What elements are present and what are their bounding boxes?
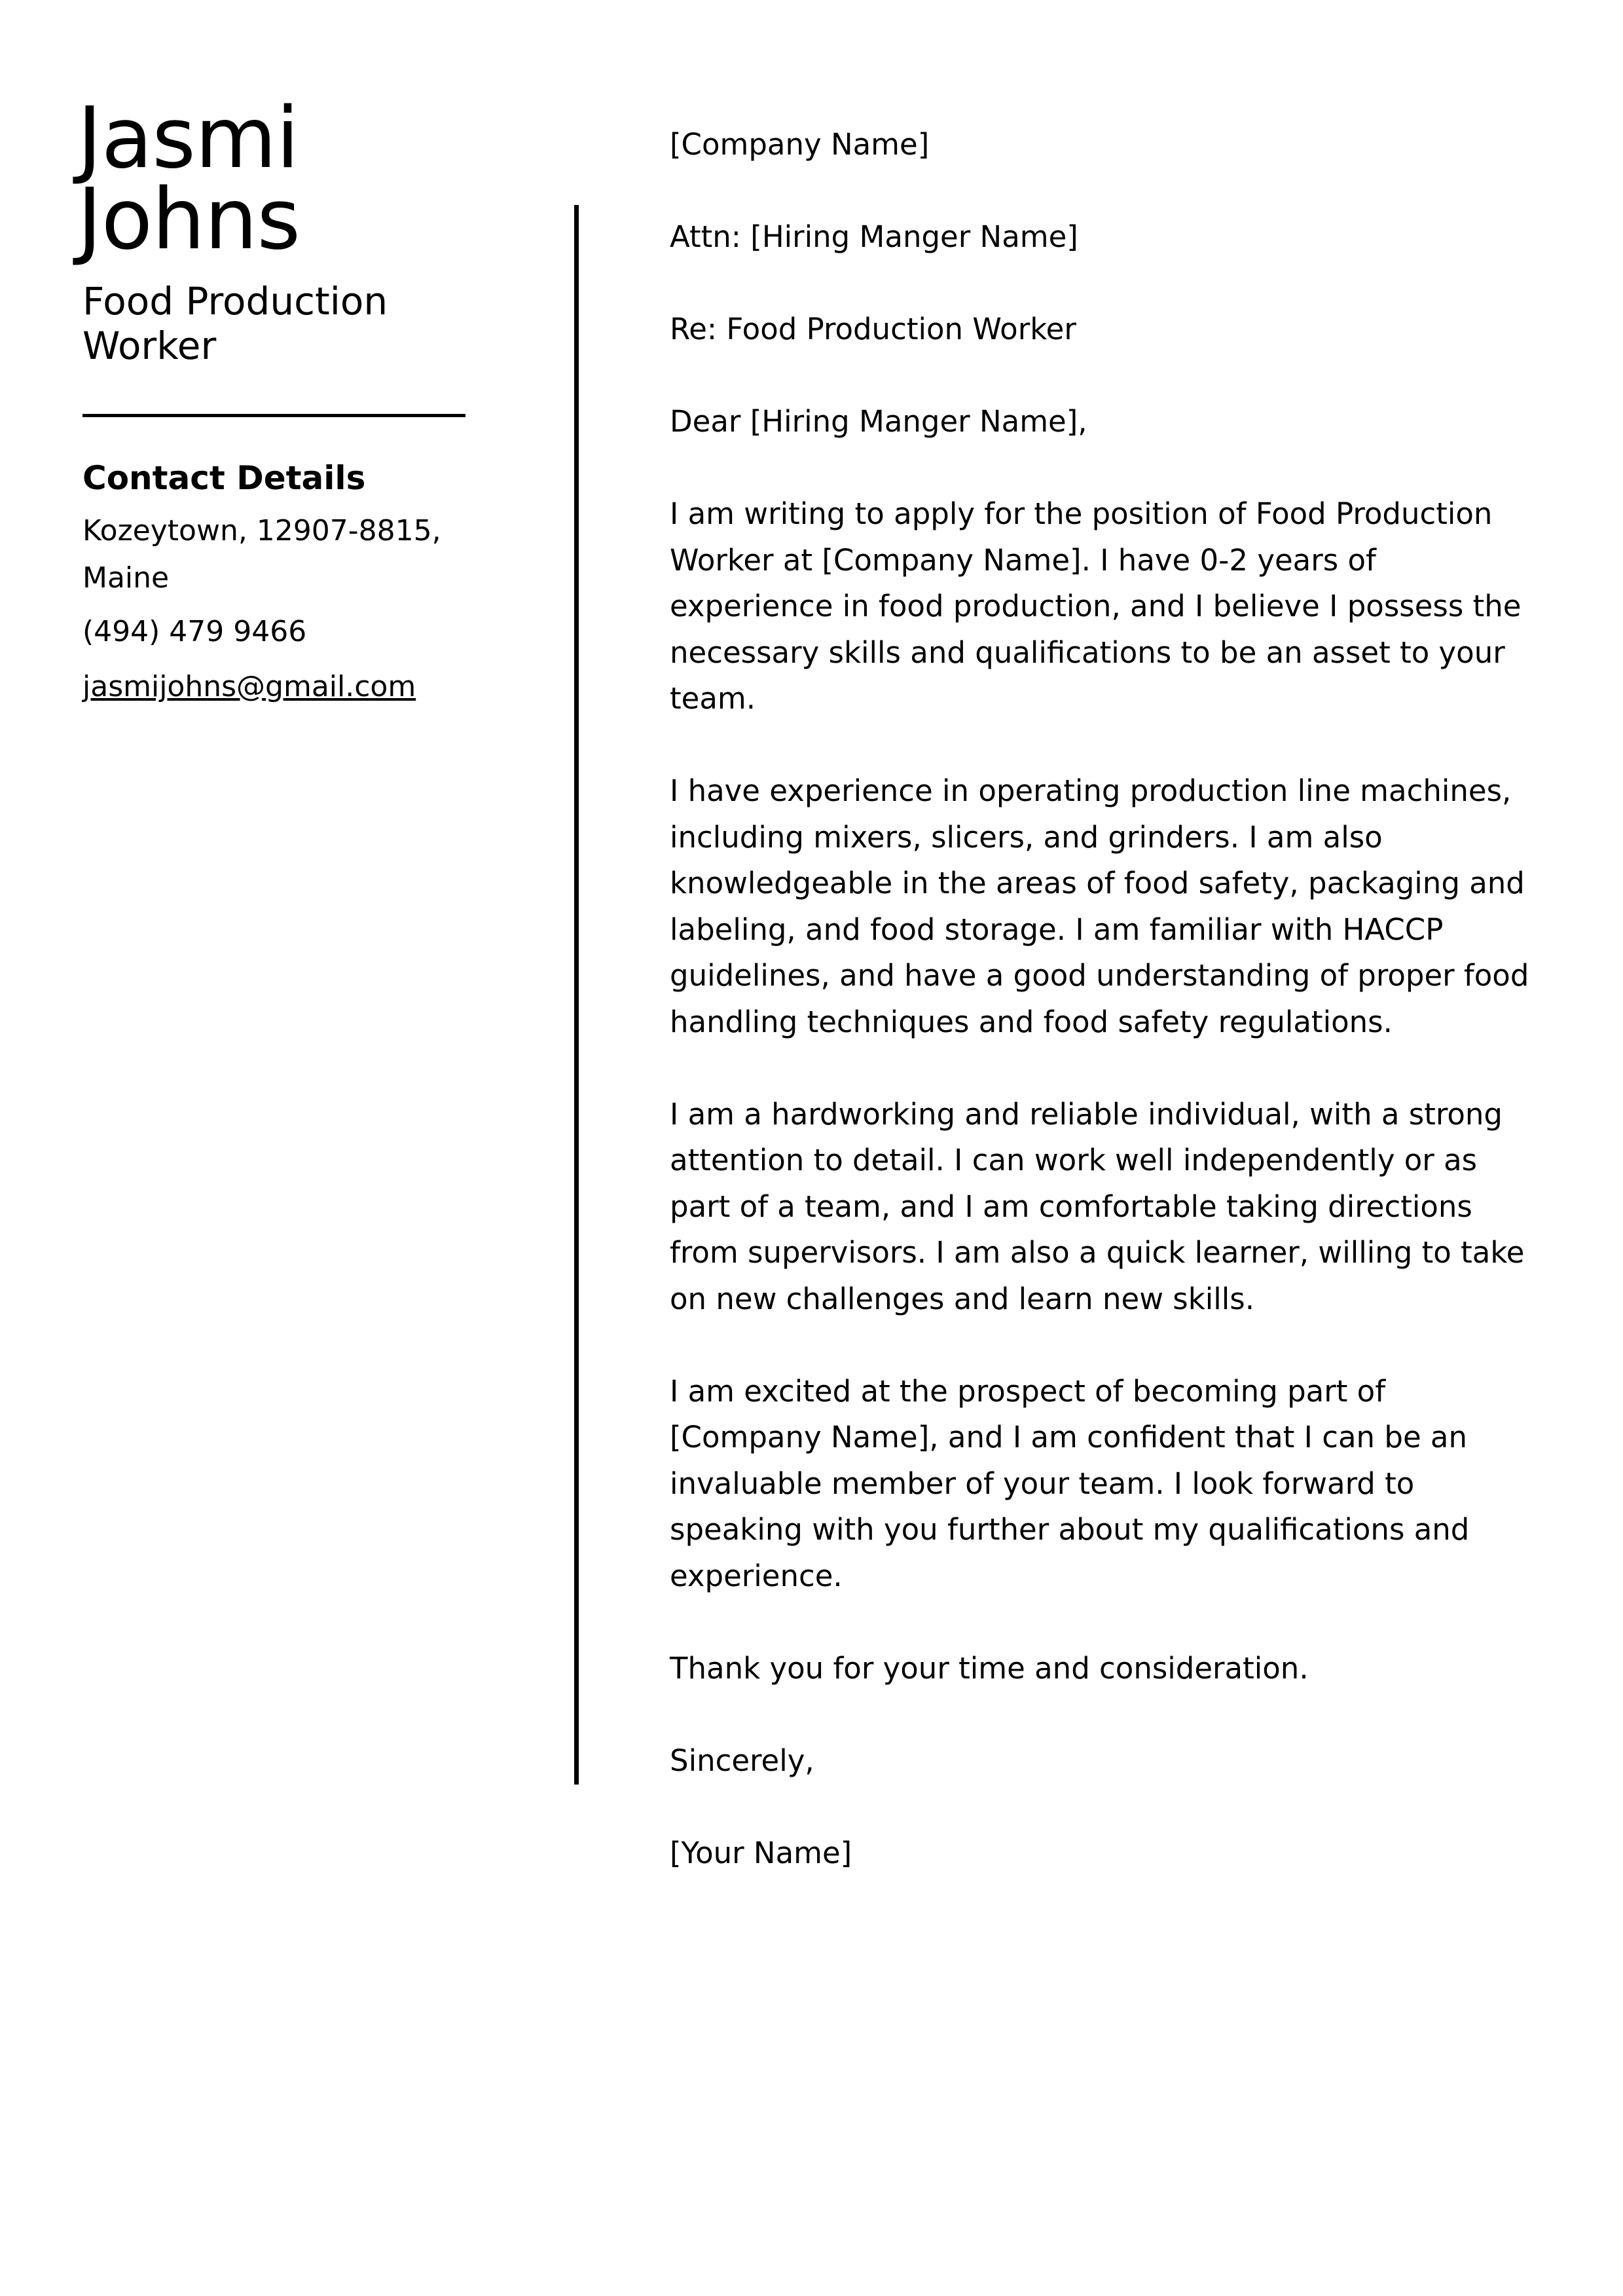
contact-phone: (494) 479 9466 <box>82 615 307 648</box>
letter-signature: [Your Name] <box>670 1835 852 1870</box>
letter-paragraph: I am a hardworking and reliable individual, with a strong attention to detail. I can work well independently or as part of a team, and I am comfortable taking directions from supervisors. I am also a quick learner, willing to take on new challenges and learn new skills. <box>670 1096 1525 1316</box>
sidebar-divider <box>82 414 465 417</box>
letter-paragraph: I have experience in operating production line machines, including mixers, slicers, and grinders. I am also knowledgeable in the areas of food safety, packaging and labeling, and food storage. I am familiar with HACCP guidelines, and have a good understanding of proper food handling techniques and food safety regulations. <box>670 773 1529 1039</box>
contact-email-link[interactable]: jasmijohns@gmail.com <box>82 670 416 703</box>
column-divider <box>574 205 579 1785</box>
last-name: Johns <box>77 171 300 268</box>
letter-subject: Re: Food Production Worker <box>670 312 1076 346</box>
letter-salutation: Dear [Hiring Manger Name], <box>670 404 1087 439</box>
letter-thanks: Thank you for your time and consideration. <box>670 1650 1309 1686</box>
letter-paragraph: I am excited at the prospect of becoming part of [Company Name], and I am confident that I can be an invaluable member of your team. I look forward to speaking with you further about my qualifications and experience. <box>670 1373 1470 1593</box>
letter-closing: Sincerely, <box>670 1743 814 1778</box>
sidebar <box>77 90 470 711</box>
first-name: Jasmi <box>77 90 299 187</box>
letter-paragraph: I am writing to apply for the position of Food Production Worker at [Company Name]. I have 0-2 years of experience in food production, and I believe I possess the necessary skills and qualifications to be an asset to your team. <box>670 496 1522 716</box>
contact-heading: Contact Details <box>82 459 366 497</box>
letter-company: [Company Name] <box>670 127 930 162</box>
letter-attn: Attn: [Hiring Manger Name] <box>670 219 1078 254</box>
letter-body <box>670 122 1534 1923</box>
job-title: Food Production Worker <box>82 279 388 368</box>
contact-address: Kozeytown, 12907-8815, Maine <box>82 514 441 595</box>
candidate-name <box>77 90 470 268</box>
